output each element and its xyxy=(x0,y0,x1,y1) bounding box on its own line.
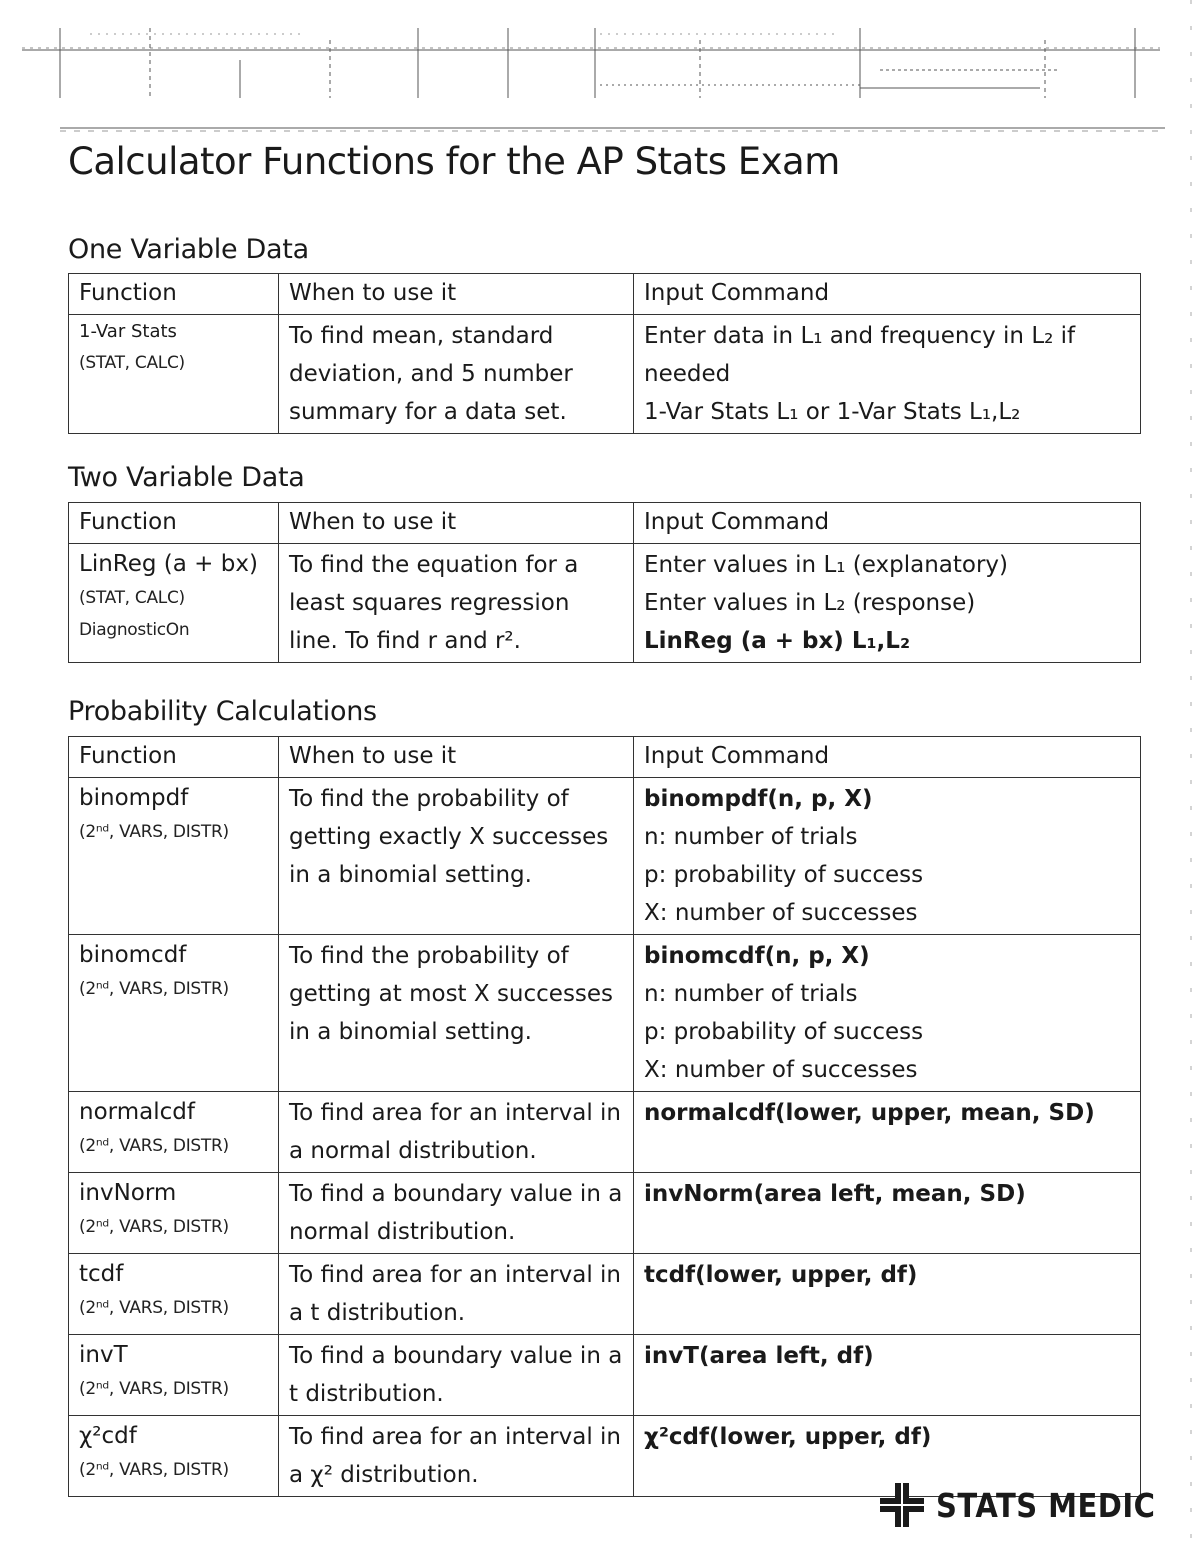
column-header-when: When to use it xyxy=(279,274,634,315)
key-path: (2ⁿᵈ, VARS, DISTR) xyxy=(79,1217,229,1237)
when-cell: To find area for an interval in a χ² distribution. xyxy=(279,1416,634,1497)
function-name: binompdf xyxy=(79,785,189,811)
function-cell xyxy=(69,544,279,663)
input-cell xyxy=(634,1173,1141,1254)
column-header-function: Function xyxy=(69,503,279,544)
input-line: LinReg (a + bx) L₁,L₂ xyxy=(644,628,911,654)
section-heading-probability: Probability Calculations xyxy=(68,696,377,727)
input-line: X: number of successes xyxy=(644,1057,918,1083)
input-line: binompdf(n, p, X) xyxy=(644,786,873,812)
input-line: χ²cdf(lower, upper, df) xyxy=(644,1424,932,1450)
input-line: invT(area left, df) xyxy=(644,1343,874,1369)
table-header-row xyxy=(69,503,1141,544)
two-variable-table xyxy=(68,502,1141,663)
input-line: p: probability of success xyxy=(644,862,924,888)
function-cell xyxy=(69,935,279,1092)
input-line: invNorm(area left, mean, SD) xyxy=(644,1181,1026,1207)
key-path: (STAT, CALC) xyxy=(79,353,185,373)
input-line: binomcdf(n, p, X) xyxy=(644,943,870,969)
table-row xyxy=(69,1092,1141,1173)
input-line: Enter values in L₁ (explanatory) xyxy=(644,552,1009,578)
key-path: (2ⁿᵈ, VARS, DISTR) xyxy=(79,1379,229,1399)
key-path: (2ⁿᵈ, VARS, DISTR) xyxy=(79,1298,229,1318)
function-name: χ²cdf xyxy=(79,1423,137,1449)
table-header-row xyxy=(69,274,1141,315)
column-header-when: When to use it xyxy=(279,503,634,544)
input-cell xyxy=(634,935,1141,1092)
function-cell xyxy=(69,1335,279,1416)
column-header-input: Input Command xyxy=(634,503,1141,544)
function-cell xyxy=(69,1254,279,1335)
input-cell xyxy=(634,778,1141,935)
probability-table xyxy=(68,736,1141,1497)
when-cell: To find a boundary value in a t distribution. xyxy=(279,1335,634,1416)
logo-text: STATS MEDIC xyxy=(936,1485,1156,1525)
input-line: Enter values in L₂ (response) xyxy=(644,590,976,616)
key-path: (STAT, CALC) xyxy=(79,588,185,608)
function-cell xyxy=(69,1173,279,1254)
when-cell: To find area for an interval in a normal distribution. xyxy=(279,1092,634,1173)
key-path: (2ⁿᵈ, VARS, DISTR) xyxy=(79,1460,229,1480)
input-line: p: probability of success xyxy=(644,1019,924,1045)
input-line: normalcdf(lower, upper, mean, SD) xyxy=(644,1100,1095,1126)
when-cell: To find a boundary value in a normal distribution. xyxy=(279,1173,634,1254)
function-name: LinReg (a + bx) xyxy=(79,551,258,577)
table-row xyxy=(69,315,1141,434)
column-header-when: When to use it xyxy=(279,737,634,778)
input-cell xyxy=(634,1254,1141,1335)
input-line: 1-Var Stats L₁ or 1-Var Stats L₁,L₂ xyxy=(644,399,1021,425)
input-line: Enter data in L₁ and frequency in L₂ if xyxy=(644,323,1076,349)
input-cell xyxy=(634,544,1141,663)
column-header-function: Function xyxy=(69,737,279,778)
input-line: X: number of successes xyxy=(644,900,918,926)
one-variable-table xyxy=(68,273,1141,434)
input-line: n: number of trials xyxy=(644,981,858,1007)
function-name: tcdf xyxy=(79,1261,124,1287)
scan-edge-marks xyxy=(1184,0,1198,1553)
when-cell: To find mean, standard deviation, and 5 number summary for a data set. xyxy=(279,315,634,434)
table-row xyxy=(69,935,1141,1092)
table-row xyxy=(69,778,1141,935)
key-path: (2ⁿᵈ, VARS, DISTR) xyxy=(79,822,229,842)
when-cell: To find area for an interval in a t distribution. xyxy=(279,1254,634,1335)
function-name: 1-Var Stats xyxy=(79,321,177,342)
scan-artifact-strip xyxy=(0,0,1200,140)
table-row xyxy=(69,1173,1141,1254)
function-name: normalcdf xyxy=(79,1099,195,1125)
input-cell xyxy=(634,1092,1141,1173)
column-header-input: Input Command xyxy=(634,274,1141,315)
page-title: Calculator Functions for the AP Stats Exam xyxy=(68,140,840,183)
input-line: n: number of trials xyxy=(644,824,858,850)
input-cell xyxy=(634,1335,1141,1416)
when-cell: To find the probability of getting exactly X successes in a binomial setting. xyxy=(279,778,634,935)
column-header-input: Input Command xyxy=(634,737,1141,778)
function-cell xyxy=(69,778,279,935)
section-heading-two-variable: Two Variable Data xyxy=(68,462,305,493)
table-row xyxy=(69,1335,1141,1416)
function-cell xyxy=(69,1416,279,1497)
table-row xyxy=(69,544,1141,663)
column-header-function: Function xyxy=(69,274,279,315)
input-cell xyxy=(634,315,1141,434)
table-header-row xyxy=(69,737,1141,778)
function-name: invNorm xyxy=(79,1180,177,1206)
stats-medic-logo xyxy=(880,1480,1185,1530)
input-line: tcdf(lower, upper, df) xyxy=(644,1262,918,1288)
key-path: (2ⁿᵈ, VARS, DISTR) xyxy=(79,979,229,999)
function-name: invT xyxy=(79,1342,128,1368)
medical-cross-icon xyxy=(880,1483,924,1527)
section-heading-one-variable: One Variable Data xyxy=(68,234,309,265)
function-name: binomcdf xyxy=(79,942,187,968)
function-cell xyxy=(69,315,279,434)
when-cell: To find the probability of getting at most X successes in a binomial setting. xyxy=(279,935,634,1092)
function-cell xyxy=(69,1092,279,1173)
input-line: needed xyxy=(644,361,731,387)
diagnostic-note: DiagnosticOn xyxy=(79,620,190,640)
key-path: (2ⁿᵈ, VARS, DISTR) xyxy=(79,1136,229,1156)
when-cell: To find the equation for a least squares regression line. To find r and r². xyxy=(279,544,634,663)
table-row xyxy=(69,1254,1141,1335)
